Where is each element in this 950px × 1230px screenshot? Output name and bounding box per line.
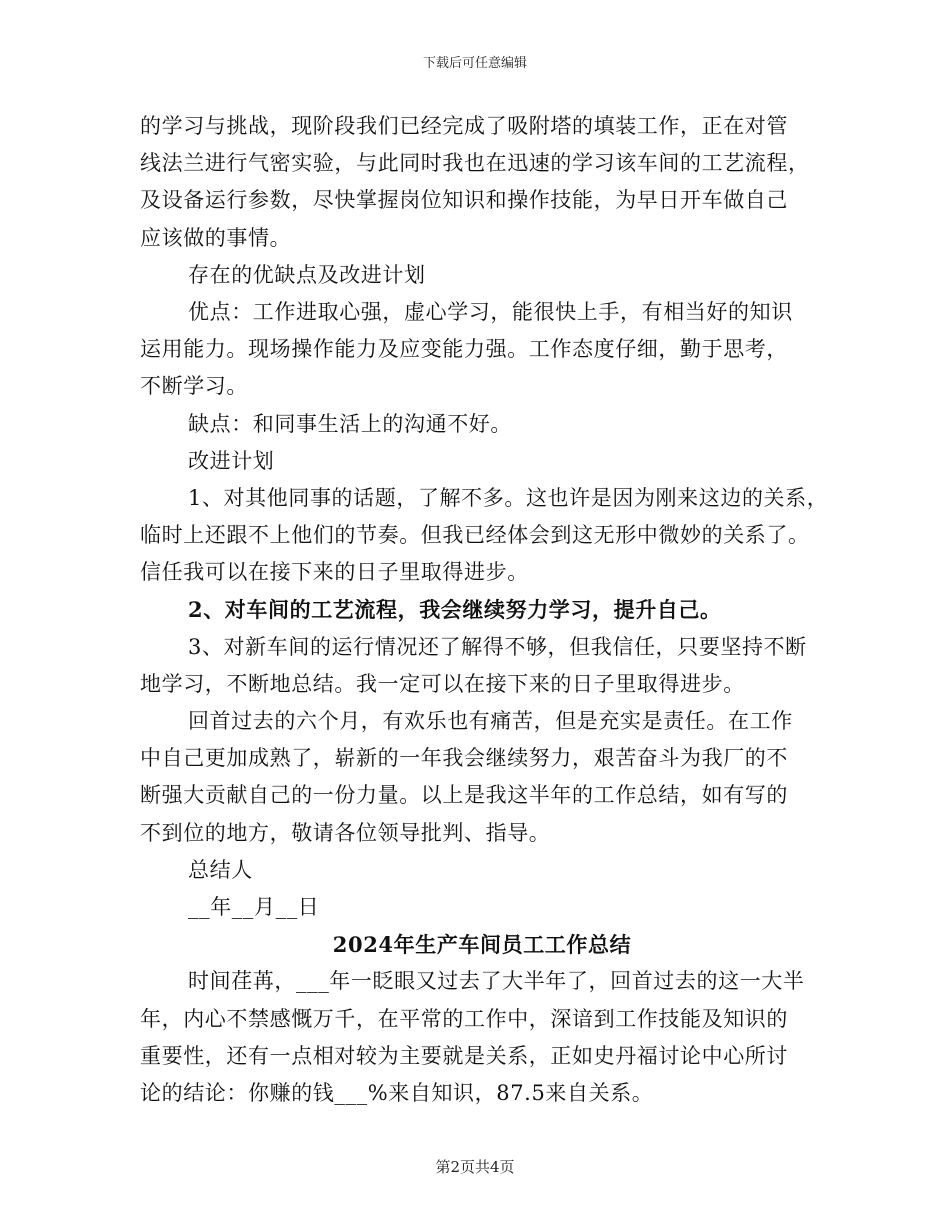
body-line: 缺点：和同事生活上的沟通不好。 [188,411,512,436]
list-item: 3、对新车间的运行情况还了解得不够，但我信任，只要坚持不断 [188,634,807,659]
signature-label: 总结人 [188,857,253,882]
body-line: 运用能力。现场操作能力及应变能力强。工作态度仔细，勤于思考， [140,337,788,362]
date-line: __年__月__日 [188,894,320,919]
page-header: 下载后可任意编辑 [422,56,527,71]
document-title: 2024年生产车间员工工作总结 [332,932,632,958]
body-line: 论的结论：你赚的钱___%来自知识，87.5来自关系。 [140,1080,654,1105]
document-body [140,108,829,1112]
body-line: 应该做的事情。 [140,225,292,250]
list-item-bold: 2、对车间的工艺流程，我会继续努力学习，提升自己。 [188,597,722,623]
body-line: 的学习与挑战，现阶段我们已经完成了吸附塔的填装工作，正在对管 [140,114,788,138]
body-line: 中自己更加成熟了，崭新的一年我会继续努力，艰苦奋斗为我厂的不 [140,746,788,771]
body-line: 信任我可以在接下来的日子里取得进步。 [140,560,529,585]
body-line: 不到位的地方，敬请各位领导批判、指导。 [140,820,551,845]
body-line: 年，内心不禁感慨万千，在平常的工作中，深谙到工作技能及知识的 [140,1006,788,1031]
body-line: 优点：工作进取心强，虚心学习，能很快上手，有相当好的知识 [188,299,793,324]
body-line: 线法兰进行气密实验，与此同时我也在迅速的学习该车间的工艺流程， [140,151,810,176]
body-line: 回首过去的六个月，有欢乐也有痛苦，但是充实是责任。在工作 [188,709,793,733]
list-item: 1、对其他同事的话题，了解不多。这也许是因为刚来这边的关系， [188,485,829,510]
section-heading: 改进计划 [188,448,275,473]
body-line: 临时上还跟不上他们的节奏。但我已经体会到这无形中微妙的关系了。 [140,523,810,548]
body-line: 及设备运行参数，尽快掌握岗位知识和操作技能，为早日开车做自己 [140,188,788,213]
body-line: 时间荏苒，___年一眨眼又过去了大半年了，回首过去的这一大半 [188,969,805,994]
section-heading: 存在的优缺点及改进计划 [188,262,426,287]
body-line: 地学习，不断地总结。我一定可以在接下来的日子里取得进步。 [140,671,745,696]
body-line: 不断学习。 [140,374,248,399]
page-footer: 第2页共4页 [435,1158,515,1176]
body-line: 重要性，还有一点相对较为主要就是关系，正如史丹福讨论中心所讨 [140,1043,788,1068]
body-line: 断强大贡献自己的一份力量。以上是我这半年的工作总结，如有写的 [140,783,788,808]
